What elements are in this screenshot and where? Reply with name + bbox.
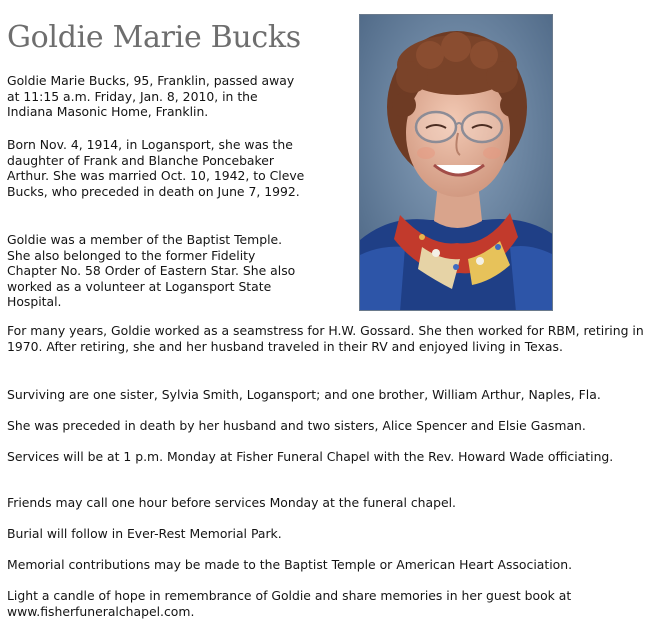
paragraph-services: Services will be at 1 p.m. Monday at Fisher Funeral Chapel with the Rev. Howard Wade officiating. xyxy=(7,449,614,464)
paragraph-memberships: Goldie was a member of the Baptist Temple. She also belonged to the former Fidelity Chapter No. 58 Order of Eastern Star. She also worked as a volunteer at Logansport State Hospital. xyxy=(7,232,296,310)
paragraph-burial: Burial will follow in Ever-Rest Memorial Park. xyxy=(7,526,282,541)
paragraph-birth-marriage: Born Nov. 4, 1914, in Logansport, she was the daughter of Frank and Blanche Poncebaker Arthur. She was married Oct. 10, 1942, to Cleve Bucks, who preceded in death on June 7, 1992. xyxy=(7,137,305,199)
paragraph-survivors: Surviving are one sister, Sylvia Smith, Logansport; and one brother, William Arthur, Naples, Fla. xyxy=(7,387,601,402)
portrait-photo xyxy=(359,14,553,311)
paragraph-death-notice: Goldie Marie Bucks, 95, Franklin, passed away at 11:15 a.m. Friday, Jan. 8, 2010, in the Indiana Masonic Home, Franklin. xyxy=(7,73,295,120)
paragraph-career: For many years, Goldie worked as a seamstress for H.W. Gossard. She then worked for RBM, retiring in 1970. After retiring, she and her husband traveled in their RV and enjoyed living in Texas. xyxy=(7,323,644,354)
paragraph-guest-book: Light a candle of hope in remembrance of Goldie and share memories in her guest book at www.fisherfuneralchapel.com. xyxy=(7,588,572,619)
paragraph-visitation: Friends may call one hour before services Monday at the funeral chapel. xyxy=(7,495,456,510)
obituary-title: Goldie Marie Bucks xyxy=(7,20,301,55)
paragraph-preceded: She was preceded in death by her husband and two sisters, Alice Spencer and Elsie Gasman. xyxy=(7,418,586,433)
paragraph-memorials: Memorial contributions may be made to the Baptist Temple or American Heart Association. xyxy=(7,557,573,572)
